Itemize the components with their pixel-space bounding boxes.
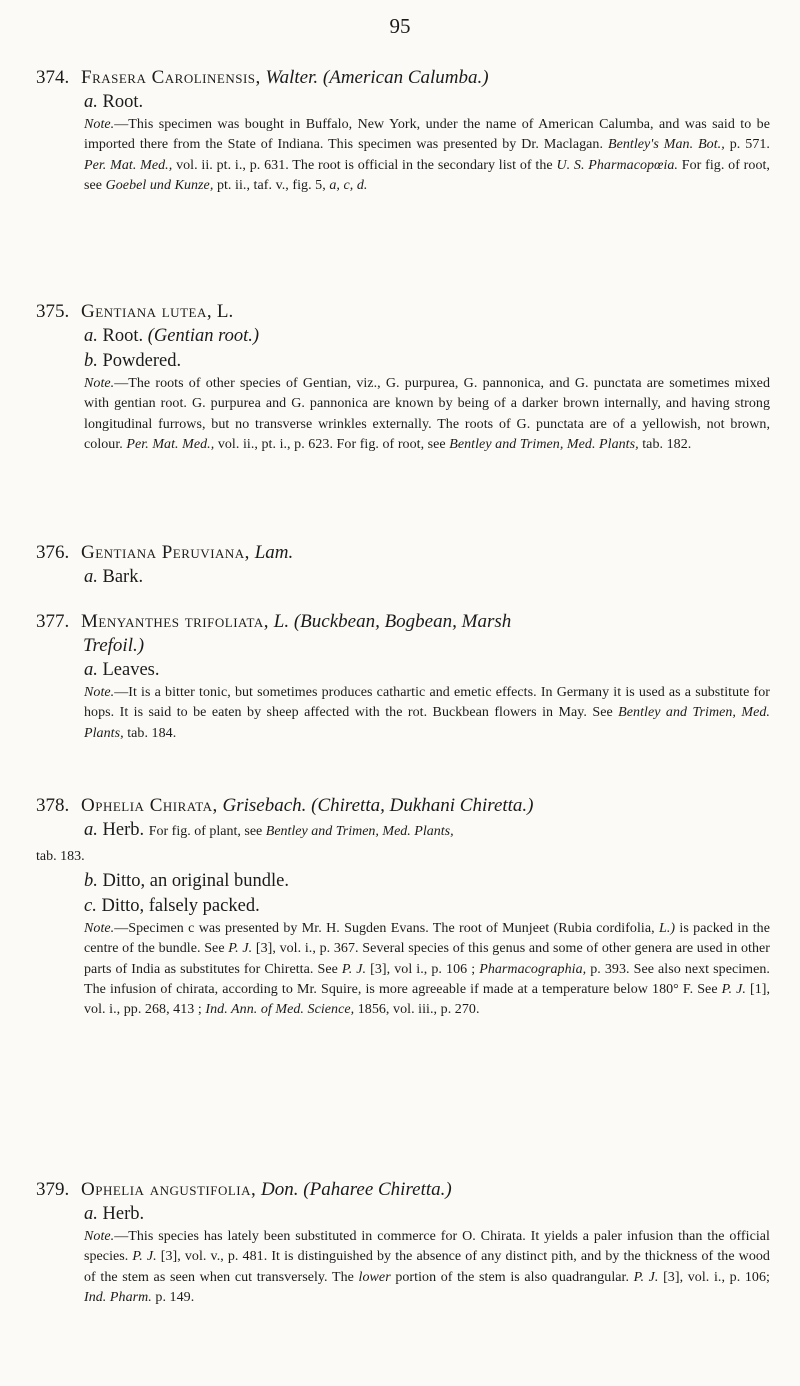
item-text: Herb. bbox=[102, 1204, 145, 1224]
note-text: —This specimen was bought in Buffalo, New York, under the name of American Calumba, and was said to be imported there from the State of Indiana. This specimen was presented by Dr. Maclagan. bbox=[84, 117, 770, 153]
item-a bbox=[36, 1202, 770, 1227]
common-name: (Buckbean, Bogbean, Marsh bbox=[293, 611, 512, 632]
note-reference: P. J. bbox=[132, 1249, 157, 1265]
note-reference: lower bbox=[358, 1269, 391, 1285]
entry-number: 376. bbox=[36, 542, 70, 563]
common-name: (Gentian root.) bbox=[147, 326, 260, 346]
entry-376 bbox=[36, 541, 770, 590]
note-reference: P. J. bbox=[228, 941, 253, 957]
note-reference: P. J. bbox=[633, 1269, 659, 1285]
item-label: a. bbox=[84, 92, 98, 112]
entry-number: 375. bbox=[36, 301, 70, 322]
entry-heading bbox=[36, 1178, 770, 1202]
item-text: Root. bbox=[102, 326, 144, 346]
item-text: Leaves. bbox=[102, 660, 160, 680]
note-label: Note. bbox=[84, 376, 115, 391]
item-label: a. bbox=[84, 820, 98, 840]
entry-heading bbox=[36, 794, 770, 818]
note-reference: a, c, d. bbox=[329, 177, 368, 193]
entry-number: 377. bbox=[36, 611, 70, 632]
item-a bbox=[36, 90, 770, 115]
species-name: Ophelia angustifolia, bbox=[81, 1179, 257, 1200]
item-text: Powdered. bbox=[102, 351, 182, 371]
note-reference: P. J. bbox=[341, 961, 367, 977]
note-text: [3], vol. i., p. 367. Several species of this genus and some of other genera are used in other parts of India as substitutes for Chiretta. See bbox=[84, 941, 771, 977]
item-text: Bark. bbox=[102, 567, 144, 587]
note-reference: P. J. bbox=[721, 981, 746, 997]
species-name: Frasera Carolinensis, bbox=[81, 67, 261, 88]
common-name: (Paharee Chiretta.) bbox=[303, 1179, 452, 1200]
item-label: a. bbox=[84, 567, 98, 587]
entry-number: 374. bbox=[36, 67, 70, 88]
note-reference: Bentley's Man. Bot., bbox=[607, 137, 725, 153]
note-text: portion of the stem is also quadrangular. bbox=[395, 1269, 630, 1285]
entry-374 bbox=[36, 66, 770, 196]
note-text: For fig. of root, see bbox=[84, 157, 770, 193]
note-text: —Specimen c was presented by Mr. H. Sugden Evans. The root of Munjeet (Rubia cordifolia, bbox=[114, 921, 655, 936]
species-authority: L. bbox=[216, 301, 234, 322]
note-text: vol. ii. pt. i., p. 631. The root is official in the secondary list of the bbox=[176, 157, 553, 173]
item-text: Ditto, an original bundle. bbox=[102, 871, 290, 891]
entry-number: 379. bbox=[36, 1179, 70, 1200]
species-authority: L. bbox=[273, 611, 290, 632]
note-text: is packed in the centre of the bundle. See bbox=[84, 921, 770, 957]
note-text: 1856, vol. iii., p. 270. bbox=[357, 1002, 480, 1018]
note-text: [3], vol i., p. 106 ; bbox=[370, 961, 476, 977]
species-name: Gentiana Peruviana, bbox=[81, 542, 250, 563]
figure-reference bbox=[149, 824, 454, 839]
item-b bbox=[36, 349, 770, 374]
item-label: a. bbox=[84, 660, 98, 680]
note-text: tab. 182. bbox=[642, 436, 692, 452]
item-a bbox=[36, 818, 770, 869]
note-reference: Goebel und Kunze, bbox=[105, 177, 214, 193]
note-text: —The roots of other species of Gentian, viz., G. purpurea, G. pannonica, and G. punctata are sometimes mixed with gentian root. G. purpurea and G. pannonica are known by being of a darker brown internally, and having strong longitudinal furrows, but no transverse wrinkles externally. The roots of G. punctata are of a yellowish, not brown, colour. bbox=[84, 376, 770, 452]
note-reference: Per. Mat. Med., bbox=[84, 157, 173, 173]
figure-reference-text: For fig. of plant, see bbox=[148, 824, 263, 839]
species-name: Ophelia Chirata, bbox=[81, 795, 218, 816]
note-text: p. 393. See also next specimen. The infusion of chirata, according to Mr. Squire, is more agreeable if made at a temperature below 180° F. See bbox=[84, 961, 770, 997]
common-name: (Chiretta, Dukhani Chiretta.) bbox=[311, 795, 534, 816]
common-name-continued: Trefoil.) bbox=[83, 635, 145, 656]
species-name: Gentiana lutea, bbox=[81, 301, 213, 322]
note-text: pt. ii., taf. v., fig. 5, bbox=[216, 177, 326, 193]
note-reference: Bentley and Trimen, Med. Plants, bbox=[84, 705, 770, 741]
item-label: a. bbox=[84, 1204, 98, 1224]
item-a bbox=[36, 324, 770, 349]
species-authority: Walter. bbox=[265, 67, 319, 88]
species-authority: Grisebach. bbox=[222, 795, 307, 816]
entry-heading bbox=[36, 66, 770, 90]
species-authority: Lam. bbox=[254, 542, 294, 563]
item-text: Root. bbox=[102, 92, 144, 112]
note-text: tab. 184. bbox=[127, 725, 177, 741]
note bbox=[36, 115, 770, 196]
note-text: —This species has lately been substituted in commerce for O. Chirata. It yields a paler infusion than the official species. bbox=[84, 1229, 770, 1265]
entry-number: 378. bbox=[36, 795, 70, 816]
entry-heading bbox=[36, 300, 770, 324]
note-reference: U. S. Pharmacopœia. bbox=[556, 157, 678, 173]
note-text: p. 571. bbox=[729, 137, 770, 153]
note-text: [1], vol. i., pp. 268, 413 ; bbox=[84, 981, 771, 1018]
page-number: 95 bbox=[389, 14, 411, 38]
entry-heading bbox=[36, 610, 770, 658]
figure-reference-source: Bentley and Trimen, Med. Plants, bbox=[265, 824, 454, 839]
note bbox=[36, 374, 770, 455]
note-reference: Pharmacographia, bbox=[479, 961, 587, 977]
note-text: vol. ii., pt. i., p. 623. For fig. of root, see bbox=[217, 436, 446, 452]
item-c bbox=[36, 894, 770, 919]
figure-reference-tab: tab. 183. bbox=[36, 849, 85, 864]
species-name: Menyanthes trifoliata, bbox=[81, 611, 270, 632]
note-text: [3], vol. i., p. 106; bbox=[663, 1269, 770, 1285]
item-a bbox=[36, 565, 770, 590]
item-text: Herb. bbox=[102, 820, 145, 840]
item-label: b. bbox=[84, 871, 98, 891]
note bbox=[36, 683, 770, 744]
note-reference: L.) bbox=[658, 921, 676, 936]
item-a bbox=[36, 658, 770, 683]
item-label: c. bbox=[84, 896, 97, 916]
item-text: Ditto, falsely packed. bbox=[101, 896, 260, 916]
species-authority: Don. bbox=[261, 1179, 299, 1200]
item-label: b. bbox=[84, 351, 98, 371]
note-label: Note. bbox=[84, 685, 115, 700]
note-text: p. 149. bbox=[155, 1289, 195, 1305]
entry-heading bbox=[36, 541, 770, 565]
note-label: Note. bbox=[84, 921, 115, 936]
entry-375 bbox=[36, 300, 770, 455]
note-reference: Bentley and Trimen, Med. Plants, bbox=[449, 436, 639, 452]
entry-378 bbox=[36, 794, 770, 1020]
entry-379 bbox=[36, 1178, 770, 1308]
common-name: (American Calumba.) bbox=[322, 67, 489, 88]
note-label: Note. bbox=[84, 117, 115, 132]
item-b bbox=[36, 869, 770, 894]
note-text: —It is a bitter tonic, but sometimes produces cathartic and emetic effects. In Germany it is used as a substitute for hops. It is said to be eaten by sheep affected with the rot. Buckbean flowers in May. See bbox=[84, 685, 770, 721]
note-text: [3], vol. v., p. 481. It is distinguished by the absence of any distinct pith, and by the thickness of the wood of the stem as seen when cut transversely. The bbox=[84, 1249, 770, 1285]
entry-377 bbox=[36, 610, 770, 744]
note-reference: Ind. Pharm. bbox=[84, 1289, 152, 1305]
note-label: Note. bbox=[84, 1229, 115, 1244]
note bbox=[36, 1227, 770, 1308]
item-label: a. bbox=[84, 326, 98, 346]
note bbox=[36, 919, 770, 1020]
note-reference: Ind. Ann. of Med. Science, bbox=[205, 1002, 355, 1018]
note-reference: Per. Mat. Med., bbox=[126, 436, 215, 452]
